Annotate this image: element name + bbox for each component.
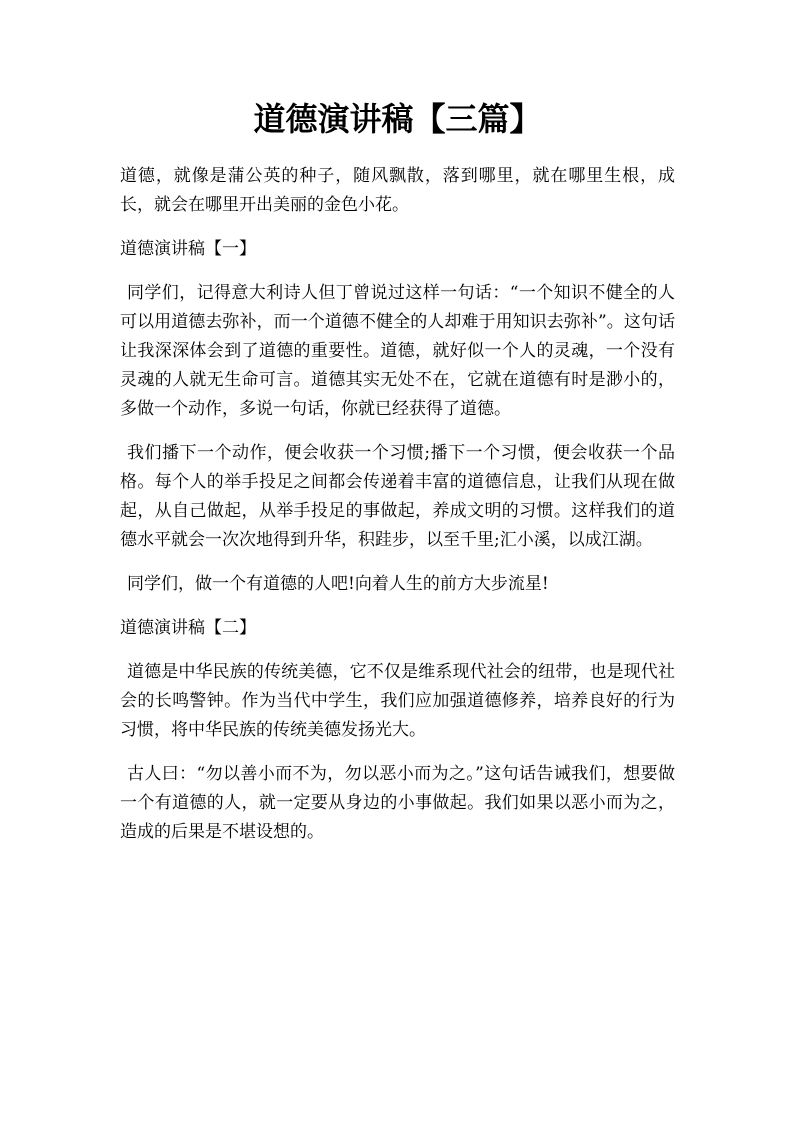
section-heading-1: 道德演讲稿【一】 <box>120 239 256 259</box>
page-title: 道德演讲稿【三篇】 <box>253 100 542 138</box>
section-1-paragraph-2: 我们播下一个动作，便会收获一个习惯;播下一个习惯，便会收获一个品格。每个人的举手投足之间都会传递着丰富的道德信息，让我们从现在做起，从自己做起，从举手投足的事做起，养成文明的习惯。这样我们的道德水平就会一次次地得到升华，积跬步，以至千里;汇小溪，以成江湖。 <box>120 443 675 550</box>
section-heading-2: 道德演讲稿【二】 <box>120 618 256 638</box>
section-2-paragraph-1: 道德是中华民族的传统美德，它不仅是维系现代社会的纽带，也是现代社会的长鸣警钟。作为当代中学生，我们应加强道德修养，培养良好的行为习惯，将中华民族的传统美德发扬光大。 <box>120 662 675 740</box>
intro-paragraph: 道德，就像是蒲公英的种子，随风飘散，落到哪里，就在哪里生根，成长，就会在哪里开出美丽的金色小花。 <box>120 166 675 215</box>
section-2-paragraph-2: 古人曰：“勿以善小而不为，勿以恶小而为之。”这句话告诫我们，想要做一个有道德的人，就一定要从身边的小事做起。我们如果以恶小而为之，造成的后果是不堪设想的。 <box>120 764 675 842</box>
section-1-paragraph-1: 同学们，记得意大利诗人但丁曾说过这样一句话：“一个知识不健全的人可以用道德去弥补，而一个道德不健全的人却难于用知识去弥补”。这句话让我深深体会到了道德的重要性。道德，就好似一个人的灵魂，一个没有灵魂的人就无生命可言。道德其实无处不在，它就在道德有时是渺小的，多做一个动作，多说一句话，你就已经获得了道德。 <box>120 283 675 419</box>
section-1-paragraph-3: 同学们，做一个有道德的人吧!向着人生的前方大步流星! <box>127 574 549 594</box>
